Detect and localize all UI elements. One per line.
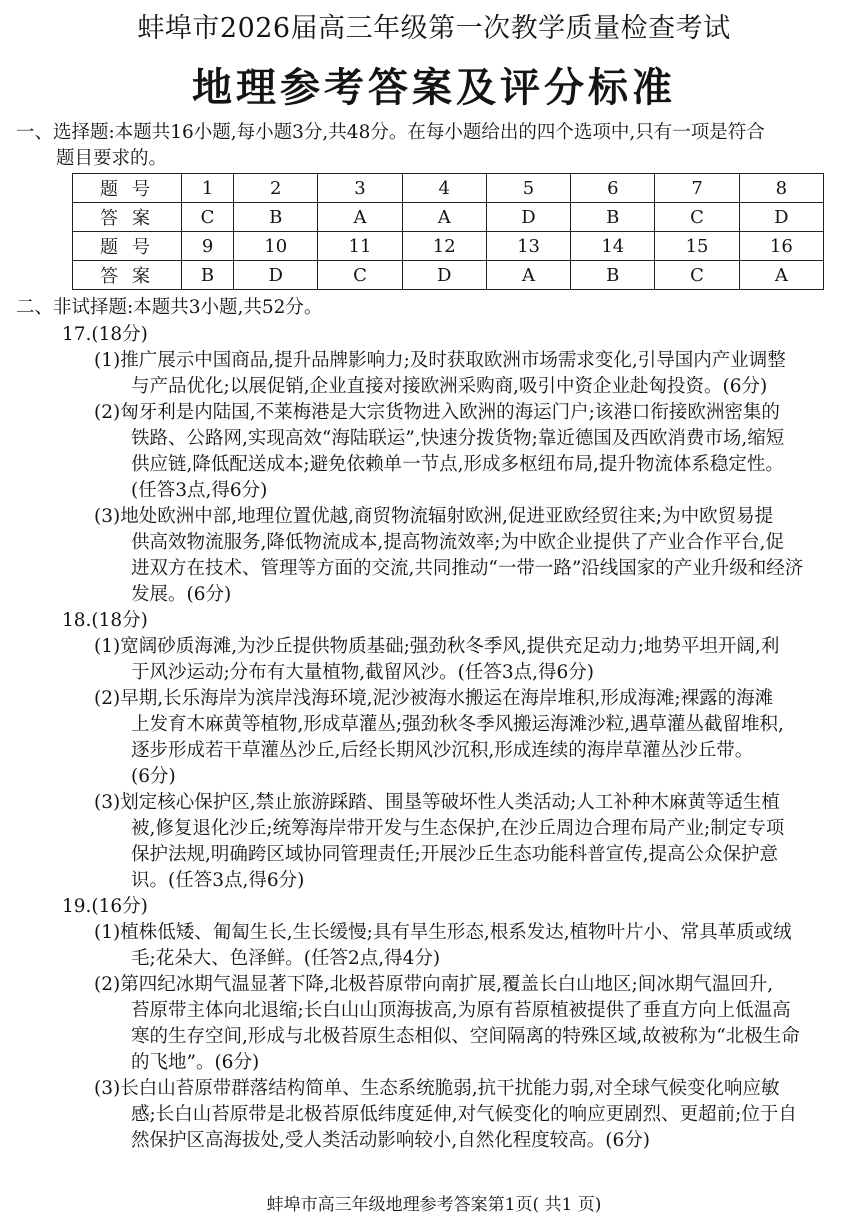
row-label-cell: 答案: [73, 203, 182, 232]
answer-cell: B: [571, 261, 655, 290]
answer-cell: A: [402, 203, 486, 232]
answer-cell: 3: [318, 174, 402, 203]
q18-part3-line: 保护法规,明确跨区域协同管理责任;开展沙丘生态功能科普宣传,提高公众保护意: [131, 844, 778, 865]
answer-cell: 14: [571, 232, 655, 261]
q18-part2-line: 上发育木麻黄等植物,形成草灌丛;强劲秋冬季风搬运海滩沙粒,遇草灌丛截留堆积,: [131, 714, 784, 735]
answer-cell: A: [486, 261, 570, 290]
row-label-cell: 题号: [73, 232, 182, 261]
answer-cell: 9: [182, 232, 234, 261]
q17-part3-line: 供高效物流服务,降低物流成本,提高物流效率;为中欧企业提供了产业合作平台,促: [131, 532, 784, 553]
answer-cell: C: [655, 203, 739, 232]
answer-cell: D: [234, 261, 318, 290]
section1-instruction: 一、选择题:本题共16小题,每小题3分,共48分。在每小题给出的四个选项中,只有一项是符合: [16, 122, 765, 143]
answer-cell: 2: [234, 174, 318, 203]
q19-part1-line: 毛;花朵大、色泽鲜。(任答2点,得4分): [131, 948, 441, 969]
answer-cell: D: [739, 203, 823, 232]
page-footer: 蚌埠市高三年级地理参考答案第1页( 共1 页): [266, 1195, 602, 1215]
answer-cell: C: [182, 203, 234, 232]
answer-cell: B: [182, 261, 234, 290]
answer-cell: B: [234, 203, 318, 232]
answer-cell: 7: [655, 174, 739, 203]
answer-cell: C: [318, 261, 402, 290]
q19-part2-line: (2)第四纪冰期气温显著下降,北极苔原带向南扩展,覆盖长白山地区;间冰期气温回升,: [94, 974, 774, 995]
section2-heading: 二、非试择题:本题共3小题,共52分。: [16, 297, 323, 318]
answer-cell: 8: [739, 174, 823, 203]
q19-part2-line: 的飞地”。(6分): [131, 1052, 260, 1073]
answer-table-row: [73, 232, 824, 261]
answer-cell: D: [402, 261, 486, 290]
exam-title: 蚌埠市2026届高三年级第一次教学质量检查考试: [137, 13, 731, 44]
q17-part2-line: 铁路、公路网,实现高效“海陆联运”,快速分拨货物;靠近德国及西欧消费市场,缩短: [131, 428, 785, 449]
q18-part2-line: (6分): [131, 766, 176, 787]
answer-cell: C: [655, 261, 739, 290]
answer-cell: 13: [486, 232, 570, 261]
row-label-cell: 答案: [73, 261, 182, 290]
q17-part2-line: (2)匈牙利是内陆国,不莱梅港是大宗货物进入欧洲的海运门户;该港口衔接欧洲密集的: [94, 402, 780, 423]
section1-instruction-cont: 题目要求的。: [56, 148, 168, 169]
q18-part3-line: 被,修复退化沙丘;统筹海岸带开发与生态保护,在沙丘周边合理布局产业;制定专项: [131, 818, 785, 839]
answer-cell: 11: [318, 232, 402, 261]
answer-cell: 10: [234, 232, 318, 261]
row-label-cell: 题号: [73, 174, 182, 203]
q17-part1-line: 与产品优化;以展促销,企业直接对接欧洲采购商,吸引中资企业赴匈投资。(6分): [131, 376, 768, 397]
answer-cell: D: [486, 203, 570, 232]
answer-cell: 15: [655, 232, 739, 261]
q19-heading: 19.(16分): [62, 896, 148, 917]
q18-part3-line: (3)划定核心保护区,禁止旅游踩踏、围垦等破坏性人类活动;人工补种木麻黄等适生植: [94, 792, 780, 813]
answer-table: [72, 173, 824, 290]
answer-cell: B: [571, 203, 655, 232]
q18-part3-line: 识。(任答3点,得6分): [131, 870, 305, 891]
document-title: 地理参考答案及评分标准: [192, 65, 676, 111]
q17-part3-line: 发展。(6分): [131, 584, 232, 605]
answer-cell: 5: [486, 174, 570, 203]
q18-part1-line: (1)宽阔砂质海滩,为沙丘提供物质基础;强劲秋冬季风,提供充足动力;地势平坦开阔,利: [94, 636, 780, 657]
answer-cell: 1: [182, 174, 234, 203]
q18-part1-line: 于风沙运动;分布有大量植物,截留风沙。(任答3点,得6分): [131, 662, 594, 683]
answer-cell: A: [739, 261, 823, 290]
answer-cell: 16: [739, 232, 823, 261]
q19-part2-line: 寒的生存空间,形成与北极苔原生态相似、空间隔离的特殊区域,故被称为“北极生命: [131, 1026, 800, 1047]
q17-part2-line: (任答3点,得6分): [131, 480, 268, 501]
answer-cell: 12: [402, 232, 486, 261]
answer-cell: 6: [571, 174, 655, 203]
q19-part3-line: 然保护区高海拔处,受人类活动影响较小,自然化程度较高。(6分): [131, 1130, 650, 1151]
q17-part1-line: (1)推广展示中国商品,提升品牌影响力;及时获取欧洲市场需求变化,引导国内产业调整: [94, 350, 786, 371]
q17-heading: 17.(18分): [62, 324, 148, 345]
answer-cell: A: [318, 203, 402, 232]
q17-part2-line: 供应链,降低配送成本;避免依赖单一节点,形成多枢纽布局,提升物流体系稳定性。: [131, 454, 784, 475]
q18-part2-line: (2)早期,长乐海岸为滨岸浅海环境,泥沙被海水搬运在海岸堆积,形成海滩;裸露的海滩: [94, 688, 774, 709]
q19-part2-line: 苔原带主体向北退缩;长白山山顶海拔高,为原有苔原植被提供了垂直方向上低温高: [131, 1000, 791, 1021]
answer-table-row: [73, 261, 824, 290]
q17-part3-line: (3)地处欧洲中部,地理位置优越,商贸物流辐射欧洲,促进亚欧经贸往来;为中欧贸易提: [94, 506, 774, 527]
answer-table-row: [73, 174, 824, 203]
answer-table-row: [73, 203, 824, 232]
q19-part3-line: 感;长白山苔原带是北极苔原低纬度延伸,对气候变化的响应更剧烈、更超前;位于自: [131, 1104, 797, 1125]
q19-part1-line: (1)植株低矮、匍匐生长,生长缓慢;具有旱生形态,根系发达,植物叶片小、常具革质或绒: [94, 922, 792, 943]
answer-cell: 4: [402, 174, 486, 203]
q19-part3-line: (3)长白山苔原带群落结构简单、生态系统脆弱,抗干扰能力弱,对全球气候变化响应敏: [94, 1078, 780, 1099]
q18-heading: 18.(18分): [62, 610, 148, 631]
q18-part2-line: 逐步形成若干草灌丛沙丘,后经长期风沙沉积,形成连续的海岸草灌丛沙丘带。: [131, 740, 754, 761]
q17-part3-line: 进双方在技术、管理等方面的交流,共同推动“一带一路”沿线国家的产业升级和经济: [131, 558, 804, 579]
